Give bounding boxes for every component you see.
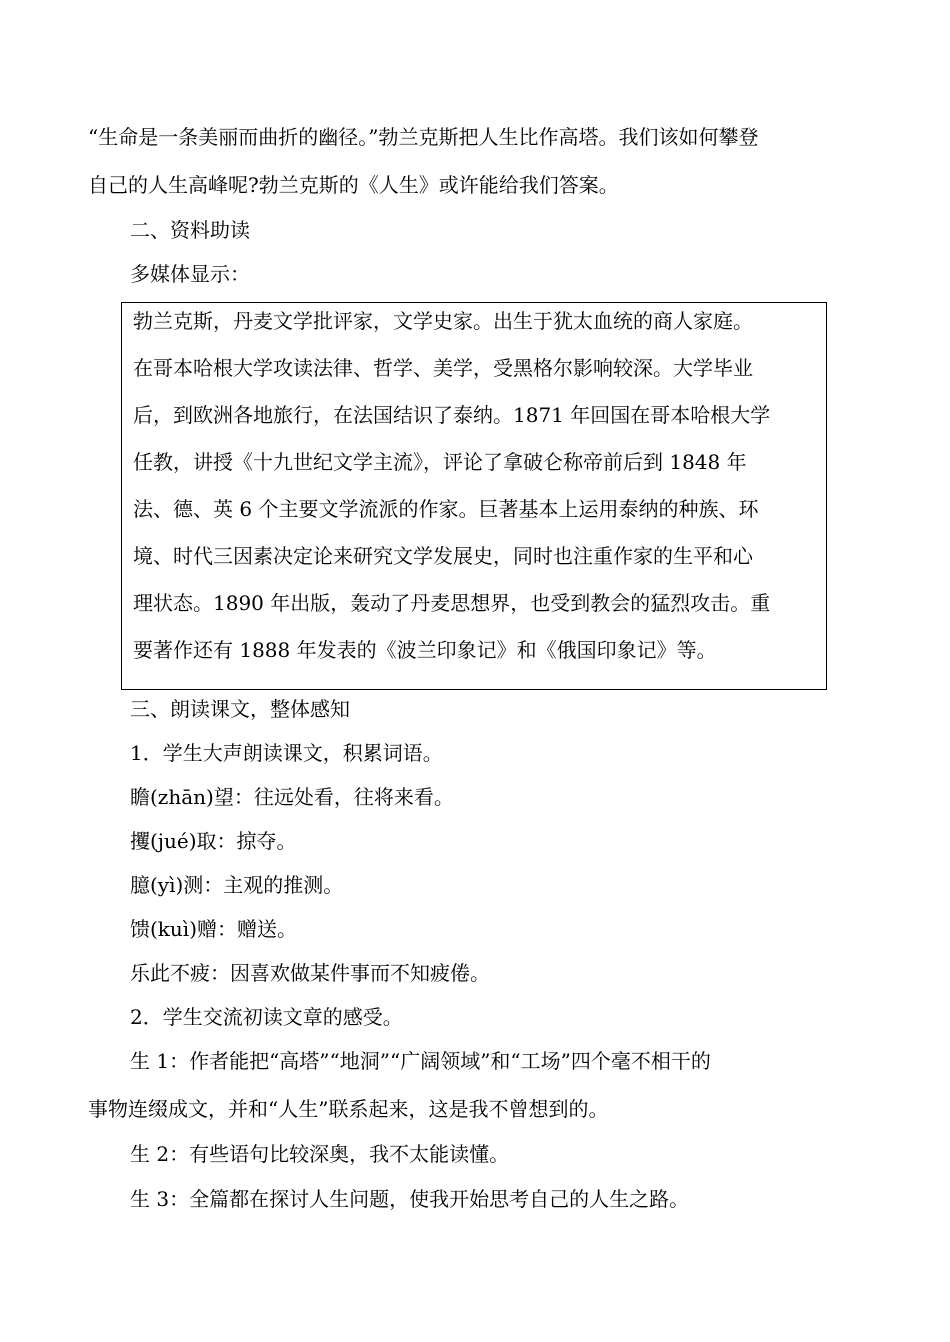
student-1-line-2: 事物连缀成文，并和“人生”联系起来，这是我不曾想到的。 bbox=[88, 1097, 609, 1121]
info-box-line: 后，到欧洲各地旅行，在法国结识了泰纳。1871 年回国在哥本哈根大学 bbox=[133, 403, 771, 427]
info-box-line: 勃兰克斯，丹麦文学批评家，文学史家。出生于犹太血统的商人家庭。 bbox=[133, 309, 753, 333]
vocab-item: 臆(yì)测：主观的推测。 bbox=[130, 873, 344, 897]
student-1-line-1: 生 1：作者能把“高塔”“地洞”“广阔领域”和“工场”四个毫不相干的 bbox=[130, 1049, 711, 1073]
info-box-line: 在哥本哈根大学攻读法律、哲学、美学，受黑格尔影响较深。大学毕业 bbox=[133, 356, 753, 380]
item-1: 1．学生大声朗读课文，积累词语。 bbox=[130, 741, 443, 765]
student-2: 生 2：有些语句比较深奥，我不太能读懂。 bbox=[130, 1142, 510, 1166]
vocab-item: 馈(kuì)赠：赠送。 bbox=[130, 917, 298, 941]
intro-line-2: 自己的人生高峰呢?勃兰克斯的《人生》或许能给我们答案。 bbox=[88, 173, 619, 197]
section-heading-3: 三、朗读课文，整体感知 bbox=[130, 697, 350, 721]
vocab-item: 瞻(zhān)望：往远处看，往将来看。 bbox=[130, 785, 454, 809]
media-label: 多媒体显示： bbox=[130, 262, 250, 286]
section-heading-2: 二、资料助读 bbox=[130, 218, 250, 242]
student-3: 生 3：全篇都在探讨人生问题，使我开始思考自己的人生之路。 bbox=[130, 1187, 690, 1211]
info-box-line: 要著作还有 1888 年发表的《波兰印象记》和《俄国印象记》等。 bbox=[133, 638, 717, 662]
info-box bbox=[121, 302, 827, 690]
item-2: 2．学生交流初读文章的感受。 bbox=[130, 1005, 403, 1029]
vocab-item: 乐此不疲：因喜欢做某件事而不知疲倦。 bbox=[130, 961, 490, 985]
intro-line-1: “生命是一条美丽而曲折的幽径。”勃兰克斯把人生比作高塔。我们该如何攀登 bbox=[88, 125, 759, 149]
info-box-line: 任教，讲授《十九世纪文学主流》，评论了拿破仑称帝前后到 1848 年 bbox=[133, 450, 747, 474]
info-box-line: 理状态。1890 年出版，轰动了丹麦思想界，也受到教会的猛烈攻击。重 bbox=[133, 591, 771, 615]
info-box-line: 法、德、英 6 个主要文学流派的作家。巨著基本上运用泰纳的种族、环 bbox=[133, 497, 759, 521]
info-box-line: 境、时代三因素决定论来研究文学发展史，同时也注重作家的生平和心 bbox=[133, 544, 753, 568]
vocab-item: 攫(jué)取：掠夺。 bbox=[130, 829, 297, 853]
